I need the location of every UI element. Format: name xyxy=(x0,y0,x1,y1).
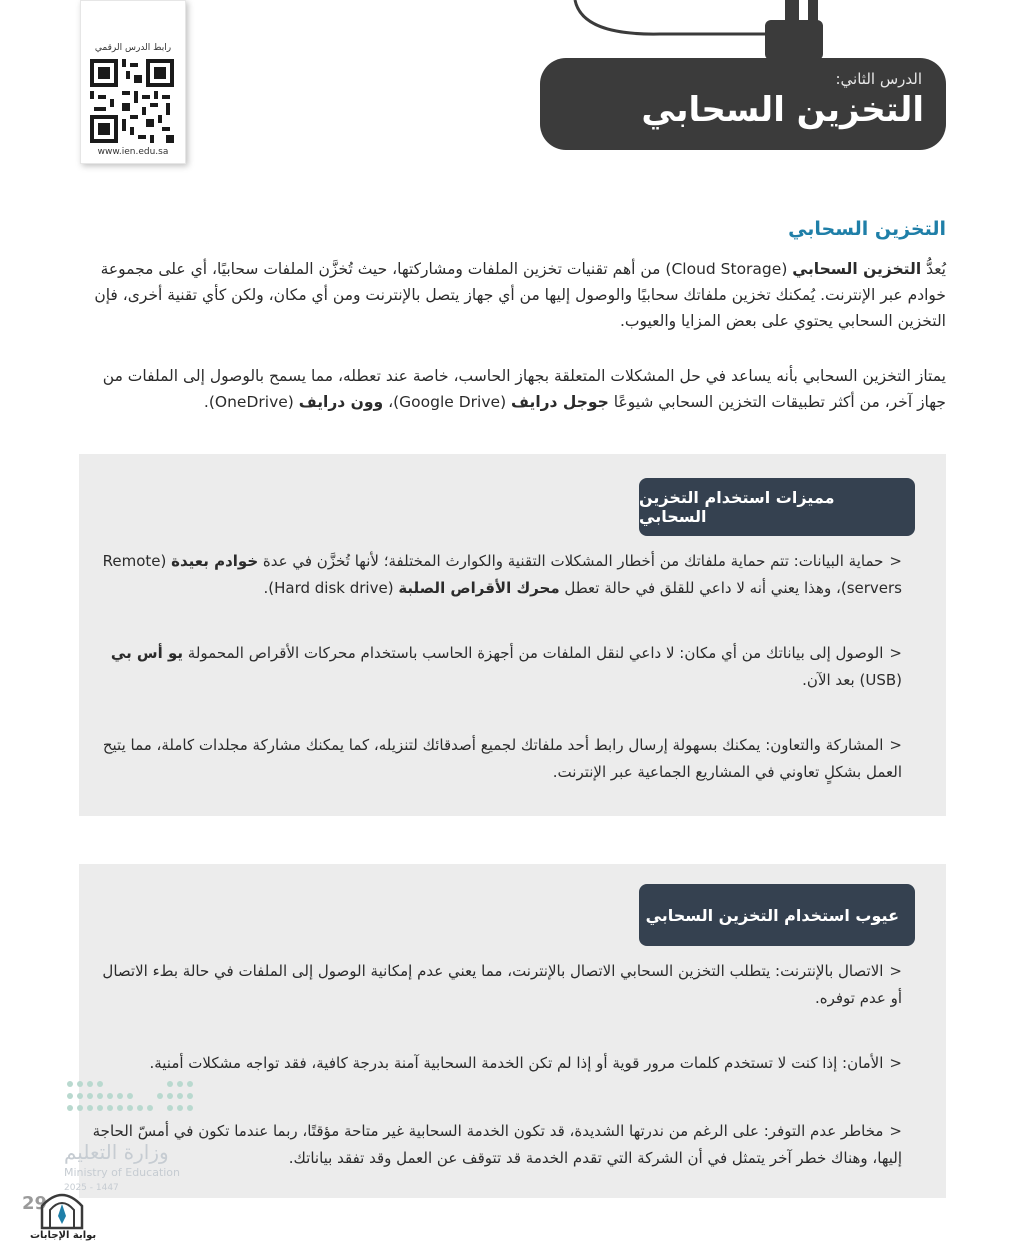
answers-portal-label: بوابة الإجابات xyxy=(30,1230,97,1241)
page-number: 29 xyxy=(22,1193,48,1214)
term-cloud-storage: التخزين السحابي xyxy=(792,260,922,278)
list-item: <الاتصال بالإنترنت: يتطلب التخزين السحابي الاتصال بالإنترنت، مما يعني عدم إمكانية الوصول إلى الملفات في حالة بطء الاتصال أو عدم توفره. xyxy=(102,962,902,1007)
chevron-left-icon: < xyxy=(889,1122,902,1140)
term-google-drive: جوجل درايف xyxy=(511,393,609,411)
chevron-left-icon: < xyxy=(889,644,902,662)
disadvantages-box xyxy=(79,864,946,1198)
chevron-left-icon: < xyxy=(889,962,902,980)
advantages-heading: مميزات استخدام التخزين السحابي xyxy=(639,478,915,536)
list-item: <المشاركة والتعاون: يمكنك بسهولة إرسال رابط أحد ملفاتك لجميع أصدقائك لتنزيله، كما يمكنك مشاركة مجلدات كاملة، مما يتيح العمل بشكلٍ تعاوني في المشاريع الجماعية عبر الإنترنت. xyxy=(102,736,902,781)
qr-caption: رابط الدرس الرقمي xyxy=(94,43,172,53)
disadvantages-heading: عيوب استخدام التخزين السحابي xyxy=(639,884,915,946)
list-item: <الوصول إلى بياناتك من أي مكان: لا داعي لنقل الملفات من أجهزة الحاسب باستخدام محركات الأقراص المحمولة يو أس بي (USB) بعد الآن. xyxy=(110,644,902,689)
ministry-logo-dots xyxy=(66,1080,200,1118)
intro-paragraph-2: يمتاز التخزين السحابي بأنه يساعد في حل المشكلات المتعلقة بجهاز الحاسب، خاصة عند تعطله، مما يسمح بالوصول إلى الملفات من جهاز آخر، من أكثر تطبيقات التخزين السحابي شيوعًا جوجل درايف (Google Drive)، وون درايف (OneDrive). xyxy=(102,367,946,411)
chevron-left-icon: < xyxy=(889,552,902,570)
chevron-left-icon: < xyxy=(889,736,902,754)
lesson-title: التخزين السحابي xyxy=(641,90,924,130)
list-item: <حماية البيانات: تتم حماية ملفاتك من أخطار المشكلات التقنية والكوارث المختلفة؛ لأنها تُخزَّن في عدة خوادم بعيدة (Remote servers)، وهذا يعني أنه لا داعي للقلق في حالة تعطل محرك الأقراص الصلبة (Hard disk drive). xyxy=(102,552,902,597)
qr-card[interactable] xyxy=(80,0,186,164)
chevron-left-icon: < xyxy=(889,1054,902,1072)
intro-paragraph-1: يُعدُّ التخزين السحابي (Cloud Storage) من أهم تقنيات تخزين الملفات ومشاركتها، حيث تُخزَّن الملفات سحابيًا، أي على مجموعة خوادم عبر الإنترنت. يُمكنك تخزين ملفاتك سحابيًا والوصول إليها من أي جهاز يتصل بالإنترنت ومن أي مكان، ولكن كأي تقنية أخرى، فإن التخزين السحابي يحتوي على بعض المزايا والعيوب. xyxy=(94,260,946,330)
qr-url[interactable]: www.ien.edu.sa xyxy=(97,147,169,157)
ministry-year: 2025 - 1447 xyxy=(64,1183,119,1193)
qr-code-icon[interactable] xyxy=(90,59,174,143)
answers-portal-logo-icon xyxy=(36,1186,88,1230)
list-item: <مخاطر عدم التوفر: على الرغم من ندرتها الشديدة، قد تكون الخدمة السحابية غير متاحة مؤقتًا، ربما عندما تكون في أمسّ الحاجة إليها، وهناك خطر آخر يتمثل في أن الشركة التي تقدم الخدمة قد تتوقف عن العمل وقد تفقد بياناتك. xyxy=(92,1122,902,1167)
ministry-name-english: Ministry of Education xyxy=(64,1166,181,1179)
list-item: <الأمان: إذا كنت لا تستخدم كلمات مرور قوية أو إذا لم تكن الخدمة السحابية آمنة بدرجة كافية، فقد تواجه مشكلات أمنية. xyxy=(149,1054,902,1072)
lesson-number: الدرس الثاني: xyxy=(835,70,922,88)
ministry-name-arabic: وزارة التعليم xyxy=(64,1140,169,1164)
advantages-box xyxy=(79,454,946,816)
lesson-banner xyxy=(540,0,950,160)
section-title: التخزين السحابي xyxy=(788,218,946,240)
term-onedrive: وون درايف xyxy=(298,393,384,411)
